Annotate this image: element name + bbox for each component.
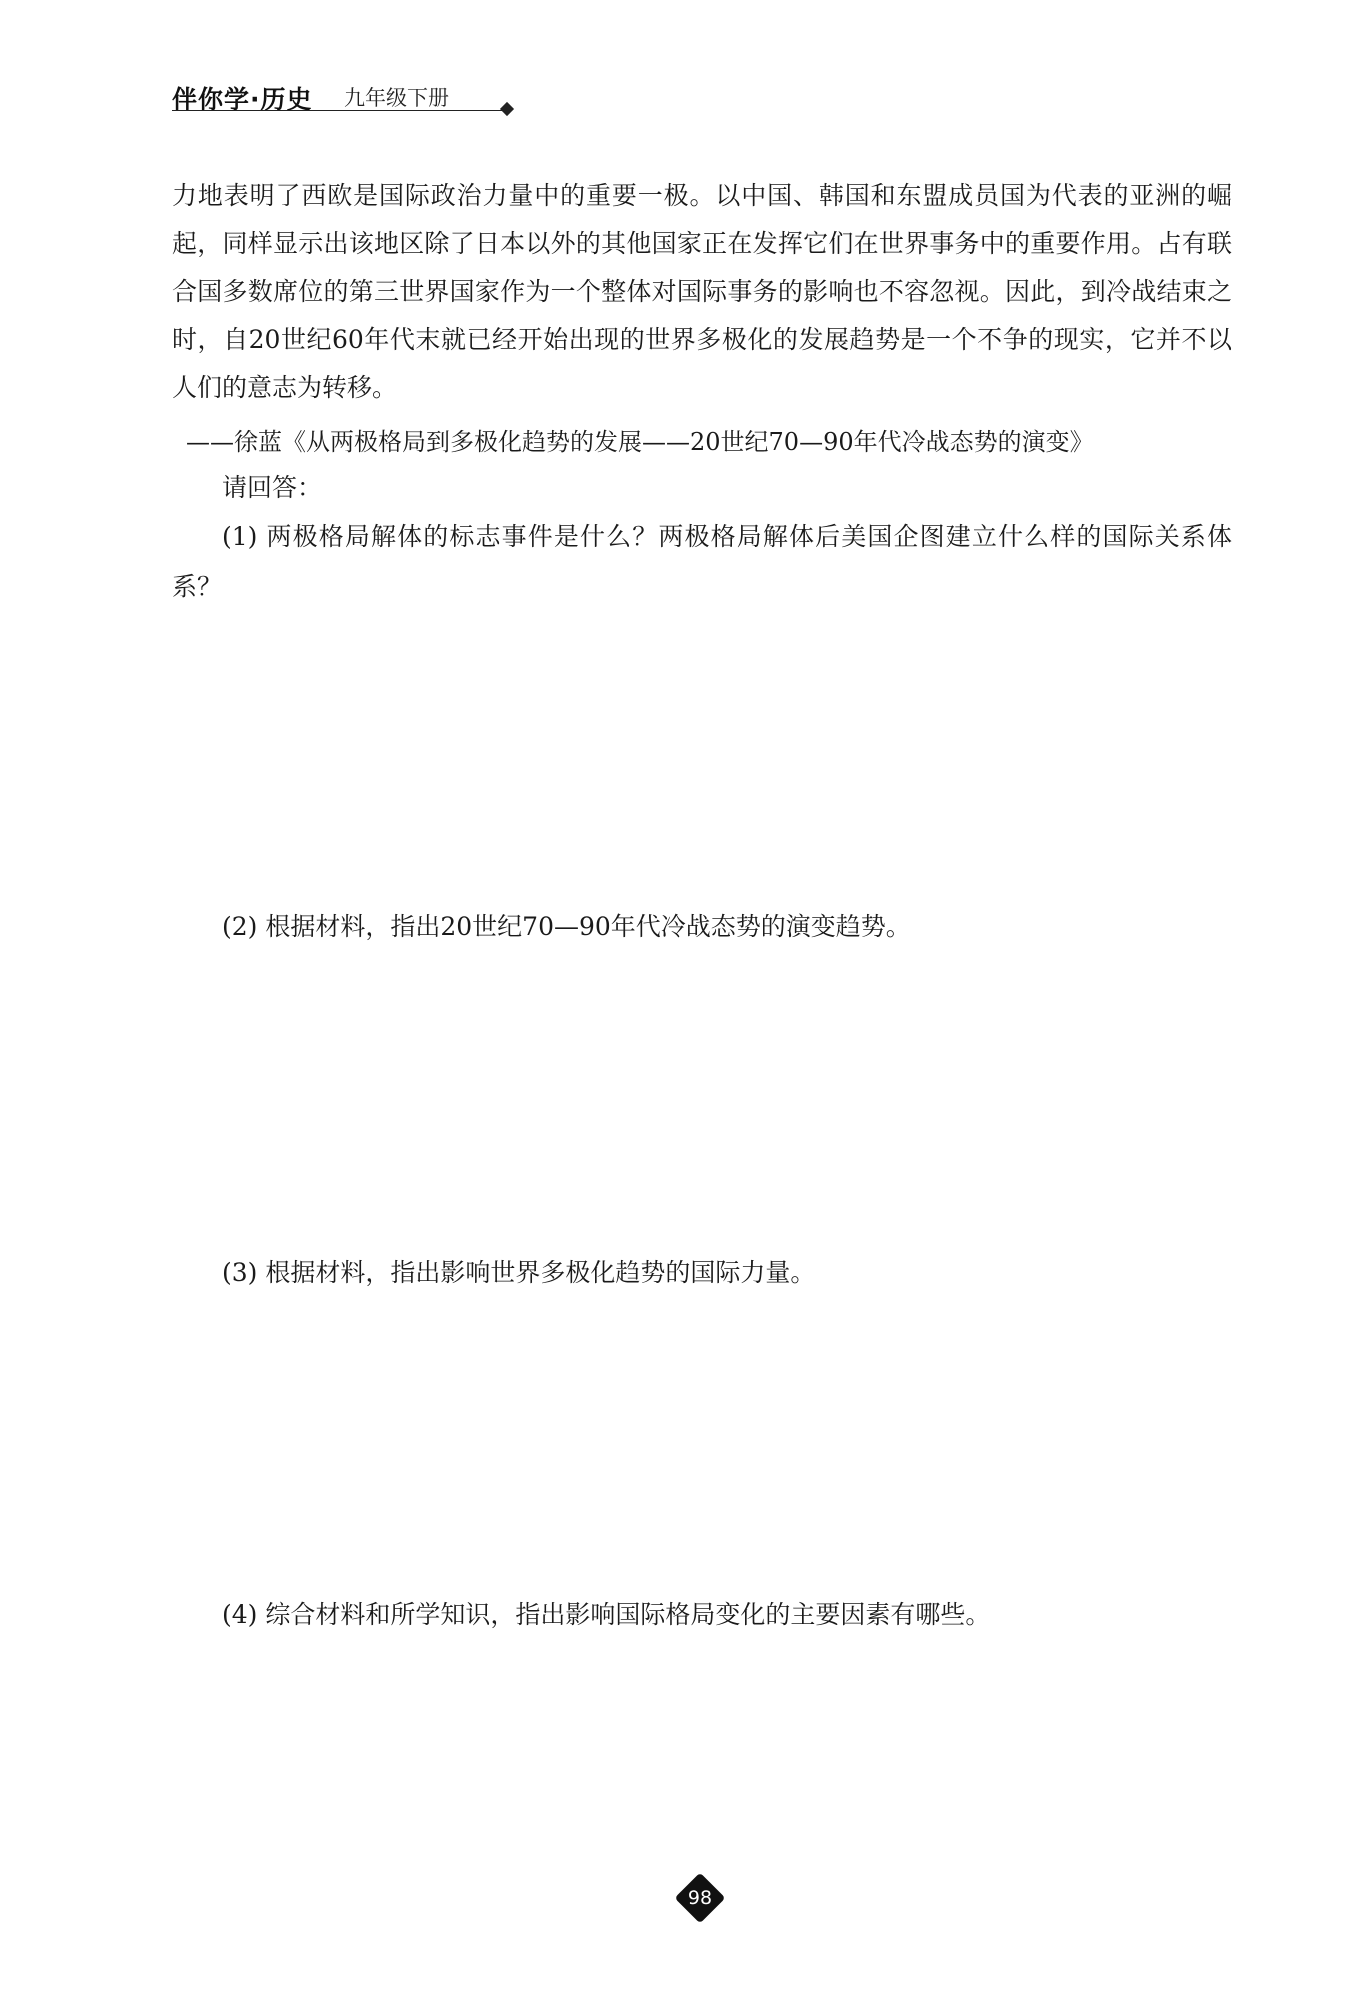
running-header (172, 80, 512, 120)
page-number: 98 (687, 1887, 713, 1909)
book-grade: 九年级下册 (344, 86, 449, 110)
answer-prompt: 请回答： (222, 473, 323, 502)
question-3: (3) 根据材料，指出影响世界多极化趋势的国际力量。 (222, 1258, 816, 1287)
question-4: (4) 综合材料和所学知识，指出影响国际格局变化的主要因素有哪些。 (222, 1600, 991, 1629)
book-brand: 伴你学·历史 (172, 85, 313, 114)
reading-passage: 力地表明了西欧是国际政治力量中的重要一极。以中国、韩国和东盟成员国为代表的亚洲的崛起，同样显示出该地区除了日本以外的其他国家正在发挥它们在世界事务中的重要作用。占有联合国多数席位的第三世界国家作为一个整体对国际事务的影响也不容忽视。因此，到冷战结束之时，自20世纪60年代末就已经开始出现的世界多极化的发展趋势是一个不争的现实，它并不以人们的意志为转移。 (172, 181, 1232, 402)
page-number-badge (674, 1872, 726, 1924)
question-2: (2) 根据材料，指出20世纪70—90年代冷战态势的演变趋势。 (222, 912, 911, 941)
header-rule (172, 110, 502, 111)
passage-source: ——徐蓝《从两极格局到多极化趋势的发展——20世纪70—90年代冷战态势的演变》 (186, 428, 1094, 456)
question-1: (1) 两极格局解体的标志事件是什么？两极格局解体后美国企图建立什么样的国际关系体系？ (172, 522, 1232, 601)
